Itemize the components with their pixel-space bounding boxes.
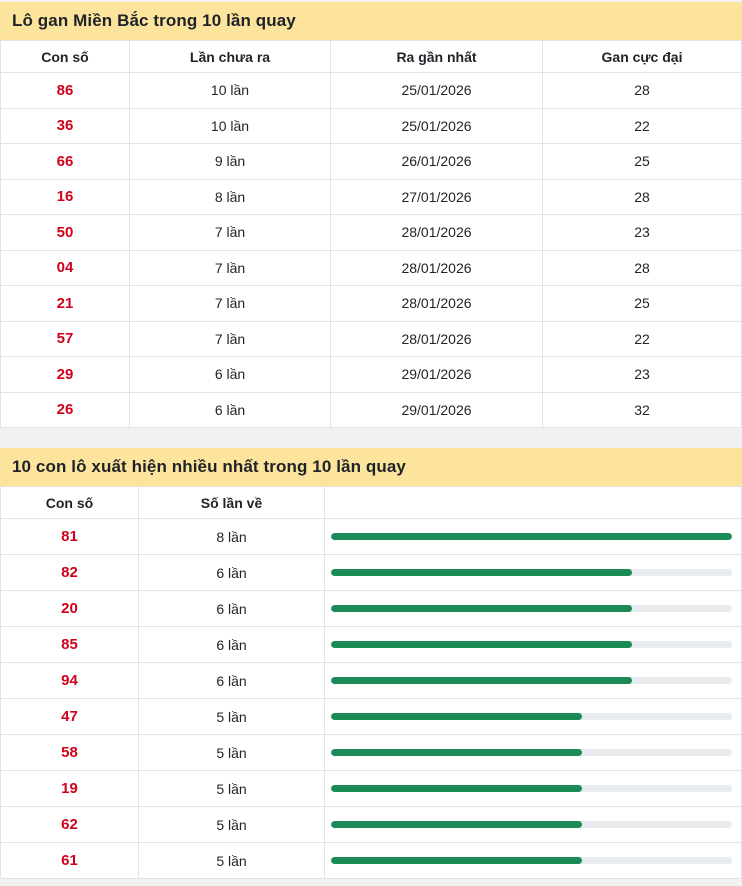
frequency-bar-track [331, 785, 732, 792]
appearance-count: 5 lần [139, 735, 325, 771]
missed-draws: 6 lần [130, 392, 331, 428]
missed-draws: 10 lần [130, 73, 331, 109]
frequency-bar-fill [331, 713, 582, 720]
lottery-number: 26 [1, 392, 130, 428]
lottery-number: 04 [1, 250, 130, 286]
frequent-section [0, 448, 742, 879]
frequency-bar-cell [325, 771, 742, 807]
frequent-col-bar [325, 487, 742, 519]
frequency-bar-fill [331, 857, 582, 864]
max-gap: 28 [543, 73, 742, 109]
frequency-bar-track [331, 749, 732, 756]
frequency-bar-cell [325, 627, 742, 663]
last-seen-date: 25/01/2026 [331, 108, 543, 144]
frequency-bar-fill [331, 569, 632, 576]
missed-draws: 9 lần [130, 144, 331, 180]
frequent-table-row [1, 591, 742, 627]
frequent-table-row [1, 699, 742, 735]
max-gap: 23 [543, 215, 742, 251]
gan-table-row [1, 108, 742, 144]
last-seen-date: 28/01/2026 [331, 215, 543, 251]
last-seen-date: 29/01/2026 [331, 357, 543, 393]
frequency-bar-cell [325, 555, 742, 591]
frequency-bar-track [331, 821, 732, 828]
appearance-count: 6 lần [139, 555, 325, 591]
frequency-bar-cell [325, 699, 742, 735]
lottery-number: 61 [1, 843, 139, 879]
last-seen-date: 29/01/2026 [331, 392, 543, 428]
frequency-bar-track [331, 677, 732, 684]
max-gap: 23 [543, 357, 742, 393]
frequency-bar-track [331, 857, 732, 864]
missed-draws: 7 lần [130, 215, 331, 251]
frequency-bar-cell [325, 843, 742, 879]
missed-draws: 7 lần [130, 321, 331, 357]
frequency-bar-track [331, 605, 732, 612]
gan-table-row [1, 73, 742, 109]
section-divider [0, 428, 742, 448]
appearance-count: 5 lần [139, 807, 325, 843]
gan-table-row [1, 286, 742, 322]
frequency-bar-fill [331, 677, 632, 684]
missed-draws: 7 lần [130, 286, 331, 322]
gan-table-row [1, 215, 742, 251]
gan-col-number: Con số [1, 41, 130, 73]
appearance-count: 6 lần [139, 591, 325, 627]
max-gap: 32 [543, 392, 742, 428]
frequent-col-count: Số lần về [139, 487, 325, 519]
gan-table-row [1, 250, 742, 286]
gan-table-row [1, 321, 742, 357]
frequency-bar-fill [331, 821, 582, 828]
max-gap: 22 [543, 321, 742, 357]
missed-draws: 7 lần [130, 250, 331, 286]
frequency-bar-cell [325, 807, 742, 843]
lottery-number: 85 [1, 627, 139, 663]
max-gap: 22 [543, 108, 742, 144]
frequent-table-row [1, 771, 742, 807]
last-seen-date: 25/01/2026 [331, 73, 543, 109]
frequency-bar-cell [325, 519, 742, 555]
gan-col-max-gap: Gan cực đại [543, 41, 742, 73]
lottery-number: 81 [1, 519, 139, 555]
max-gap: 28 [543, 179, 742, 215]
gan-table-row [1, 144, 742, 180]
appearance-count: 5 lần [139, 699, 325, 735]
lottery-number: 66 [1, 144, 130, 180]
frequent-col-number: Con số [1, 487, 139, 519]
max-gap: 25 [543, 286, 742, 322]
frequent-table-row [1, 735, 742, 771]
gan-col-missed: Lần chưa ra [130, 41, 331, 73]
missed-draws: 8 lần [130, 179, 331, 215]
gan-table-row [1, 392, 742, 428]
last-seen-date: 28/01/2026 [331, 321, 543, 357]
lottery-number: 58 [1, 735, 139, 771]
frequency-bar-fill [331, 533, 732, 540]
lottery-number: 20 [1, 591, 139, 627]
frequency-bar-fill [331, 641, 632, 648]
gan-col-last-seen: Ra gần nhất [331, 41, 543, 73]
max-gap: 28 [543, 250, 742, 286]
frequent-table-row [1, 555, 742, 591]
frequency-bar-fill [331, 749, 582, 756]
lottery-number: 29 [1, 357, 130, 393]
appearance-count: 6 lần [139, 627, 325, 663]
frequency-bar-cell [325, 591, 742, 627]
gan-section-title: Lô gan Miền Bắc trong 10 lần quay [0, 2, 742, 40]
frequency-bar-track [331, 533, 732, 540]
lottery-number: 57 [1, 321, 130, 357]
frequency-bar-track [331, 713, 732, 720]
frequent-table-header-row [1, 487, 742, 519]
last-seen-date: 26/01/2026 [331, 144, 543, 180]
missed-draws: 6 lần [130, 357, 331, 393]
frequency-bar-cell [325, 735, 742, 771]
appearance-count: 5 lần [139, 843, 325, 879]
lottery-number: 21 [1, 286, 130, 322]
lottery-number: 86 [1, 73, 130, 109]
frequent-table-row [1, 843, 742, 879]
last-seen-date: 27/01/2026 [331, 179, 543, 215]
frequency-bar-cell [325, 663, 742, 699]
lottery-number: 50 [1, 215, 130, 251]
lottery-number: 47 [1, 699, 139, 735]
frequent-table [0, 486, 742, 879]
lottery-number: 19 [1, 771, 139, 807]
lottery-number: 94 [1, 663, 139, 699]
gan-section [0, 2, 742, 428]
gan-table-row [1, 357, 742, 393]
max-gap: 25 [543, 144, 742, 180]
appearance-count: 8 lần [139, 519, 325, 555]
missed-draws: 10 lần [130, 108, 331, 144]
gan-table-header-row [1, 41, 742, 73]
frequency-bar-fill [331, 785, 582, 792]
last-seen-date: 28/01/2026 [331, 250, 543, 286]
frequency-bar-track [331, 569, 732, 576]
frequent-table-row [1, 519, 742, 555]
frequent-section-title: 10 con lô xuất hiện nhiều nhất trong 10 lần quay [0, 448, 742, 486]
lottery-number: 36 [1, 108, 130, 144]
appearance-count: 5 lần [139, 771, 325, 807]
lottery-number: 62 [1, 807, 139, 843]
frequent-table-row [1, 807, 742, 843]
gan-table-row [1, 179, 742, 215]
lottery-number: 16 [1, 179, 130, 215]
frequency-bar-fill [331, 605, 632, 612]
frequent-table-row [1, 627, 742, 663]
frequency-bar-track [331, 641, 732, 648]
lottery-number: 82 [1, 555, 139, 591]
last-seen-date: 28/01/2026 [331, 286, 543, 322]
appearance-count: 6 lần [139, 663, 325, 699]
gan-table [0, 40, 742, 428]
frequent-table-row [1, 663, 742, 699]
